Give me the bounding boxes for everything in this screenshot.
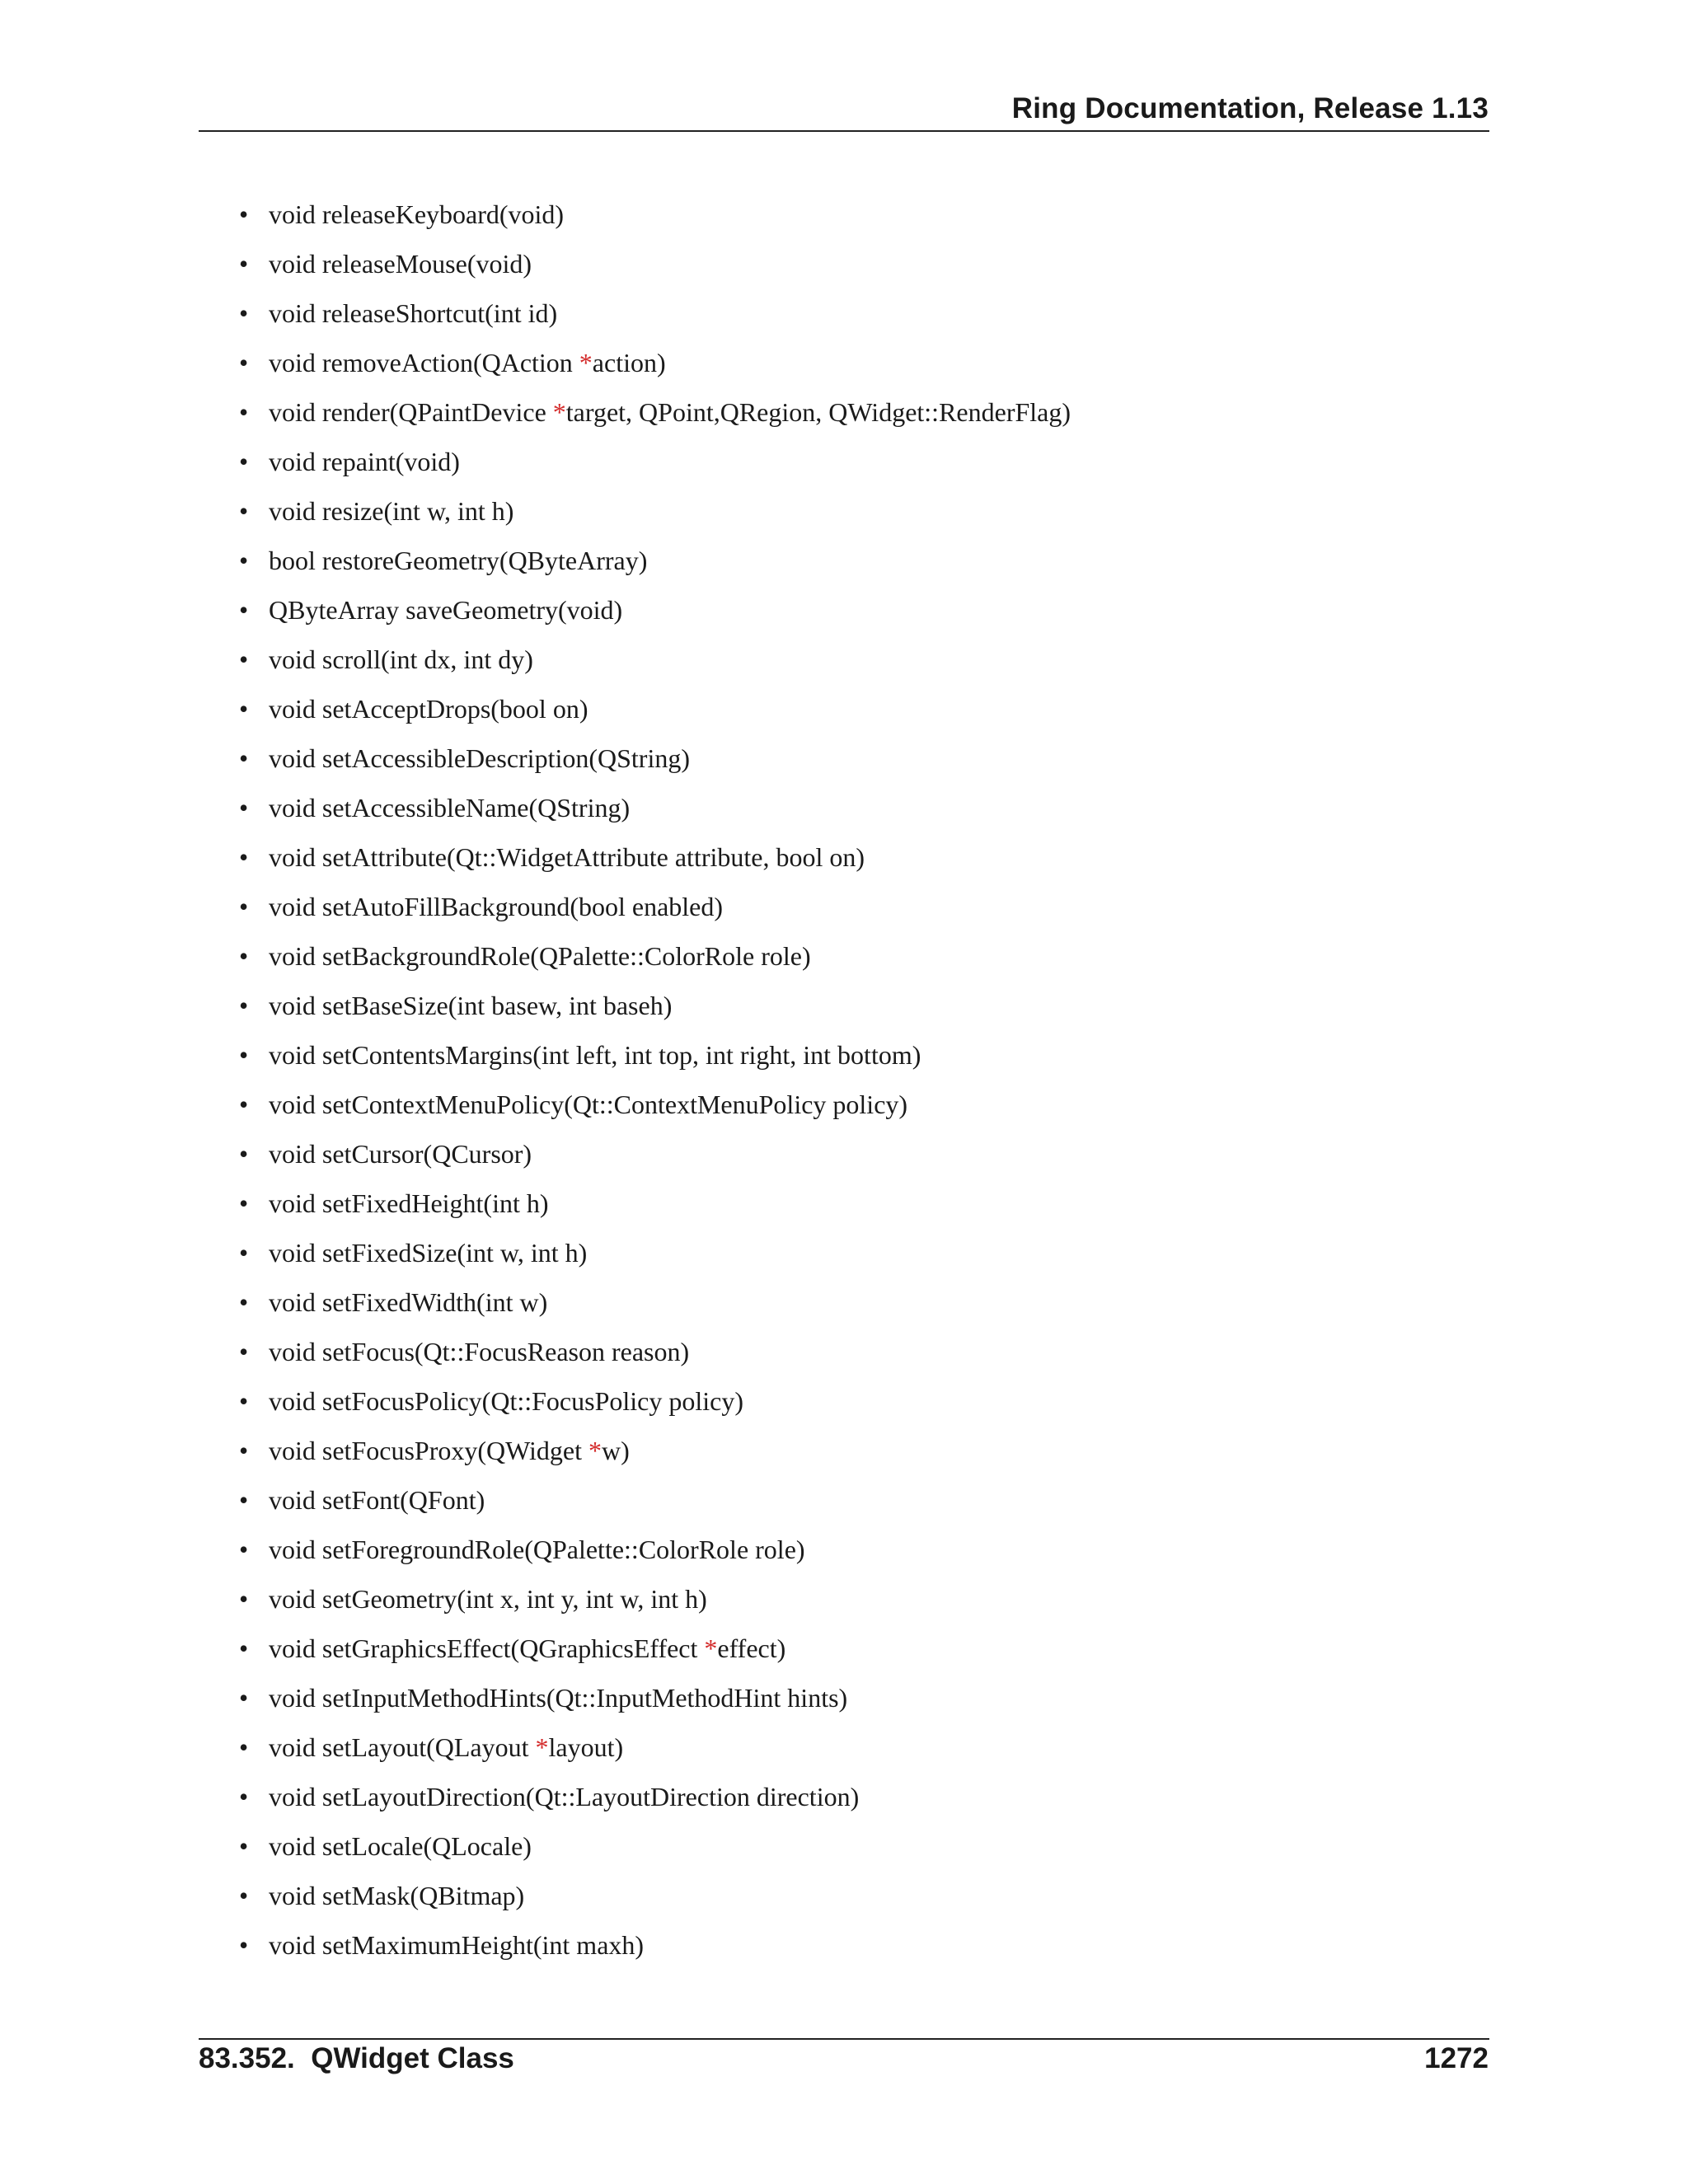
method-list-item — [239, 198, 1071, 247]
method-signature: void releaseShortcut(int id) — [269, 298, 558, 328]
method-list-item — [239, 1879, 1071, 1929]
method-signature: void releaseKeyboard(void) — [269, 199, 565, 229]
method-list-item — [239, 1236, 1071, 1286]
method-signature: void setContextMenuPolicy(Qt::ContextMenuPolicy policy) — [269, 1090, 908, 1119]
method-signature: void setLayoutDirection(Qt::LayoutDirection direction) — [269, 1782, 860, 1811]
method-list-item — [239, 1286, 1071, 1335]
method-signature: void setGraphicsEffect(QGraphicsEffect — [269, 1633, 705, 1663]
method-list-item — [239, 841, 1071, 890]
method-signature-rest: effect) — [717, 1633, 786, 1663]
footer-page-number: 1272 — [1424, 2042, 1489, 2074]
method-list-item — [239, 1483, 1071, 1533]
bullet-icon: • — [239, 496, 249, 526]
method-list-item — [239, 890, 1071, 940]
method-signature: void setForegroundRole(QPalette::ColorRole role) — [269, 1535, 805, 1564]
bullet-icon: • — [239, 1881, 249, 1910]
method-signature-rest: action) — [592, 348, 666, 377]
method-list-item — [239, 445, 1071, 494]
method-signature: void removeAction(QAction — [269, 348, 579, 377]
method-signature: void setFont(QFont) — [269, 1485, 485, 1515]
pointer-star: * — [579, 348, 593, 377]
bullet-icon: • — [239, 1436, 249, 1465]
method-list-item — [239, 989, 1071, 1038]
method-list-item — [239, 791, 1071, 841]
bullet-icon: • — [239, 1287, 249, 1317]
bullet-icon: • — [239, 1040, 249, 1070]
method-signature: void setGeometry(int x, int y, int w, int h) — [269, 1584, 707, 1614]
bullet-icon: • — [239, 1831, 249, 1861]
bullet-icon: • — [239, 1386, 249, 1416]
method-list-item — [239, 346, 1071, 396]
pointer-star: * — [704, 1633, 718, 1663]
method-signature: void setFixedWidth(int w) — [269, 1287, 548, 1317]
bullet-icon: • — [239, 1337, 249, 1366]
bullet-icon: • — [239, 1930, 249, 1960]
method-signature: void setFixedSize(int w, int h) — [269, 1238, 588, 1268]
bullet-icon: • — [239, 397, 249, 427]
bullet-icon: • — [239, 199, 249, 229]
method-list-item — [239, 247, 1071, 297]
method-signature: void setMaximumHeight(int maxh) — [269, 1930, 645, 1960]
bullet-icon: • — [239, 348, 249, 377]
bullet-icon: • — [239, 1090, 249, 1119]
method-list-item — [239, 643, 1071, 692]
method-list-item — [239, 1681, 1071, 1731]
running-header-title: Ring Documentation, Release 1.13 — [1011, 92, 1489, 124]
method-signature: void setBaseSize(int basew, int baseh) — [269, 991, 673, 1020]
method-list-item — [239, 1088, 1071, 1137]
method-signature: void setFocusProxy(QWidget — [269, 1436, 589, 1465]
bullet-icon: • — [239, 1238, 249, 1268]
method-signature: void setAccessibleName(QString) — [269, 793, 631, 823]
bullet-icon: • — [239, 1584, 249, 1614]
method-signature: void setLayout(QLayout — [269, 1732, 536, 1762]
footer-divider — [199, 2038, 1489, 2040]
method-list-item — [239, 593, 1071, 643]
method-list-item — [239, 1582, 1071, 1632]
method-list-item — [239, 1632, 1071, 1681]
method-list-item — [239, 742, 1071, 791]
method-signature: void setFixedHeight(int h) — [269, 1188, 549, 1218]
method-signature: void setAcceptDrops(bool on) — [269, 694, 588, 724]
method-signature: void setFocus(Qt::FocusReason reason) — [269, 1337, 690, 1366]
bullet-icon: • — [239, 941, 249, 971]
bullet-icon: • — [239, 793, 249, 823]
bullet-icon: • — [239, 1188, 249, 1218]
bullet-icon: • — [239, 249, 249, 279]
method-list-item — [239, 396, 1071, 445]
method-list-item — [239, 1187, 1071, 1236]
method-signature: void setLocale(QLocale) — [269, 1831, 532, 1861]
method-signature: void releaseMouse(void) — [269, 249, 532, 279]
method-list-item — [239, 1335, 1071, 1385]
bullet-icon: • — [239, 447, 249, 476]
method-signature: void setContentsMargins(int left, int top, int right, int bottom) — [269, 1040, 921, 1070]
bullet-icon: • — [239, 1782, 249, 1811]
bullet-icon: • — [239, 298, 249, 328]
method-signature-rest: target, QPoint,QRegion, QWidget::RenderFlag) — [565, 397, 1071, 427]
method-signature-rest: w) — [602, 1436, 630, 1465]
method-list-item — [239, 1533, 1071, 1582]
method-list-item — [239, 1780, 1071, 1830]
bullet-icon: • — [239, 892, 249, 921]
bullet-icon: • — [239, 1139, 249, 1169]
method-signature: void resize(int w, int h) — [269, 496, 514, 526]
bullet-icon: • — [239, 1683, 249, 1713]
method-signature: void setAccessibleDescription(QString) — [269, 743, 690, 773]
header-divider — [199, 130, 1489, 132]
bullet-icon: • — [239, 1485, 249, 1515]
method-list-item — [239, 1929, 1071, 1978]
method-signature: void setAutoFillBackground(bool enabled) — [269, 892, 724, 921]
bullet-icon: • — [239, 743, 249, 773]
method-list-item — [239, 1731, 1071, 1780]
method-list-item — [239, 1385, 1071, 1434]
method-list-item — [239, 544, 1071, 593]
method-signature: void scroll(int dx, int dy) — [269, 644, 533, 674]
method-list-item — [239, 1830, 1071, 1879]
bullet-icon: • — [239, 1535, 249, 1564]
bullet-icon: • — [239, 546, 249, 575]
bullet-icon: • — [239, 644, 249, 674]
method-list-item — [239, 1137, 1071, 1187]
pointer-star: * — [535, 1732, 549, 1762]
bullet-icon: • — [239, 842, 249, 872]
footer-section-title: 83.352. QWidget Class — [199, 2042, 514, 2074]
method-signature: void setInputMethodHints(Qt::InputMethodHint hints) — [269, 1683, 848, 1713]
method-list-item — [239, 940, 1071, 989]
method-signature: void setMask(QBitmap) — [269, 1881, 525, 1910]
method-signature: void setBackgroundRole(QPalette::ColorRole role) — [269, 941, 811, 971]
bullet-icon: • — [239, 991, 249, 1020]
method-list-item — [239, 494, 1071, 544]
method-signature: bool restoreGeometry(QByteArray) — [269, 546, 648, 575]
method-signature: void setAttribute(Qt::WidgetAttribute attribute, bool on) — [269, 842, 865, 872]
bullet-icon: • — [239, 1732, 249, 1762]
method-signature: void setFocusPolicy(Qt::FocusPolicy policy) — [269, 1386, 743, 1416]
bullet-icon: • — [239, 694, 249, 724]
bullet-icon: • — [239, 595, 249, 625]
method-signature-rest: layout) — [548, 1732, 624, 1762]
pointer-star: * — [588, 1436, 603, 1465]
method-list — [239, 198, 1071, 1978]
method-signature: void render(QPaintDevice — [269, 397, 553, 427]
method-signature: QByteArray saveGeometry(void) — [269, 595, 623, 625]
pointer-star: * — [552, 397, 566, 427]
method-list-item — [239, 1434, 1071, 1483]
method-list-item — [239, 297, 1071, 346]
method-list-item — [239, 692, 1071, 742]
method-signature: void repaint(void) — [269, 447, 460, 476]
bullet-icon: • — [239, 1633, 249, 1663]
method-list-item — [239, 1038, 1071, 1088]
method-signature: void setCursor(QCursor) — [269, 1139, 532, 1169]
